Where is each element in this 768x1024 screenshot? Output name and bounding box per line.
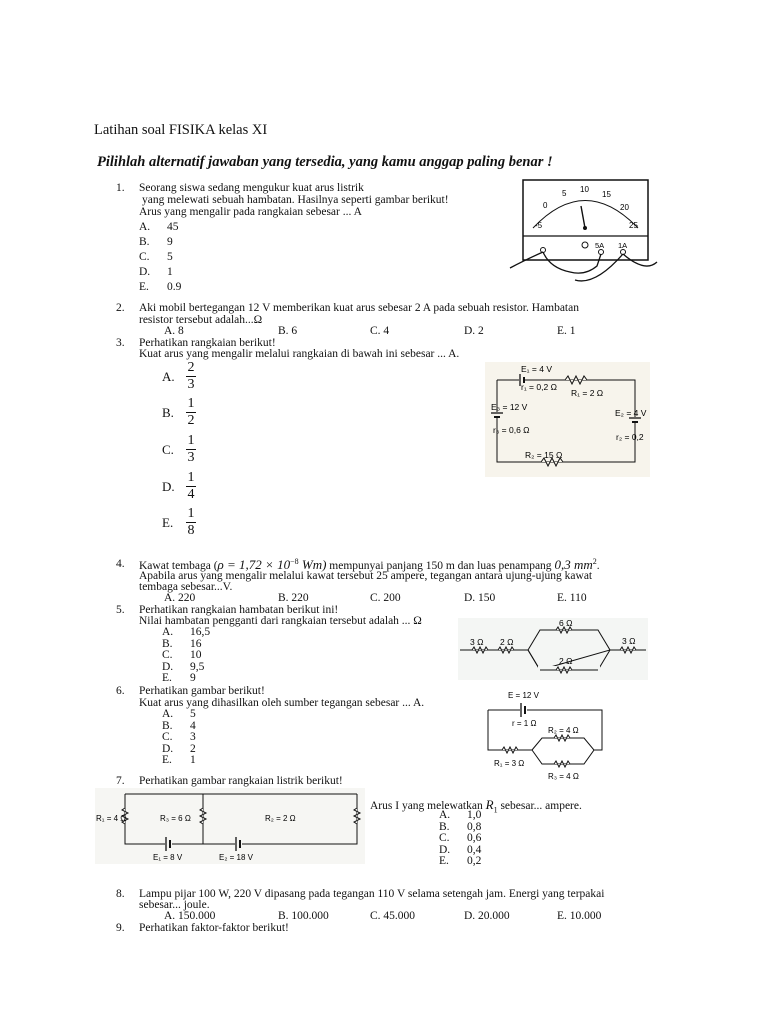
option-letter: C. — [162, 731, 173, 743]
option-text: 1 — [167, 266, 173, 278]
text-segment: Arus I yang melewatkan — [370, 800, 486, 812]
option-letter: A. — [439, 809, 451, 821]
component-label: r₃ = 0,6 Ω — [493, 425, 530, 435]
option-letter: D. — [162, 478, 175, 494]
component-label: R₃ = 4 Ω — [548, 772, 579, 781]
fraction — [186, 506, 196, 539]
option-text: 4 — [190, 719, 196, 732]
question-text: yang melewati sebuah hambatan. Hasilnya seperti gambar berikut! — [142, 194, 449, 206]
option-list — [162, 627, 210, 685]
question-text: Nilai hambatan pengganti dari rangkaian tersebut adalah ... Ω — [139, 615, 422, 627]
question-number: 5. — [116, 604, 125, 616]
option-item[interactable] — [162, 673, 210, 685]
option-text: 0.9 — [167, 281, 182, 293]
option-text: 2 — [190, 742, 196, 755]
fraction — [186, 433, 196, 466]
option-item[interactable] — [162, 627, 210, 639]
component-label: 3 Ω — [470, 637, 484, 647]
option-item[interactable] — [139, 250, 181, 265]
option-list — [439, 810, 481, 868]
option-item[interactable]: A. 220 — [164, 592, 196, 604]
numerator: 1 — [187, 506, 195, 521]
option-item[interactable] — [162, 732, 196, 744]
text-segment: sebesar... ampere. — [497, 800, 582, 812]
option-letter: A. — [162, 708, 174, 720]
component-label: E₂ = 18 V — [219, 853, 254, 862]
option-letter: C. — [139, 251, 150, 263]
option-text: 16,5 — [190, 626, 211, 638]
scale-label: 15 — [602, 190, 611, 199]
option-text: 5 — [167, 251, 173, 263]
option-text: 9 — [190, 672, 196, 684]
option-item[interactable]: C. 200 — [370, 592, 401, 604]
text-segment: mempunyai panjang 150 m dan luas penampang — [326, 559, 555, 572]
option-item[interactable] — [139, 235, 181, 250]
circuit-diagram-q3 — [485, 362, 650, 477]
circuit-wire — [488, 710, 602, 750]
scale-label: -5 — [535, 221, 543, 230]
circuit-wire — [488, 710, 532, 750]
component-label: E₁ = 8 V — [153, 853, 183, 862]
text-segment: Kawat tembaga ( — [139, 559, 218, 572]
option-item[interactable]: D. 2 — [464, 325, 484, 337]
question-number: 6. — [116, 685, 125, 697]
option-text: 16 — [190, 637, 202, 650]
component-label: 6 Ω — [559, 618, 573, 628]
option-item[interactable] — [162, 506, 196, 539]
component-label: r₁ = 0,2 Ω — [521, 382, 557, 392]
denominator: 3 — [187, 377, 195, 392]
option-item[interactable]: B. 100.000 — [278, 910, 329, 922]
option-item[interactable]: B. 220 — [278, 592, 309, 604]
component-label: R₃ = 6 Ω — [160, 814, 191, 823]
option-letter: E. — [139, 281, 149, 293]
circuit-diagram-q5 — [458, 618, 648, 680]
option-item[interactable] — [439, 856, 481, 868]
option-text: 0,2 — [467, 855, 482, 867]
component-label: 2 Ω — [500, 637, 514, 647]
fraction — [186, 470, 196, 503]
component-label: R₁ = 2 Ω — [571, 388, 604, 398]
question-text: Perhatikan rangkaian hambatan berikut ini! — [139, 604, 339, 616]
terminal-label: 5A — [595, 241, 605, 250]
formula: 0,3 mm — [554, 556, 593, 572]
question-text: Perhatikan rangkaian berikut! — [139, 337, 276, 349]
option-item[interactable] — [439, 810, 481, 822]
option-item[interactable] — [162, 360, 196, 393]
option-letter: B. — [162, 404, 174, 420]
option-text: 0,4 — [467, 843, 482, 856]
numerator: 1 — [187, 396, 195, 411]
option-letter: A. — [162, 626, 174, 638]
option-text: 10 — [190, 649, 202, 661]
option-item[interactable]: B. 6 — [278, 325, 298, 337]
resistor-icon — [502, 747, 518, 753]
question-text: Perhatikan faktor-faktor berikut! — [139, 922, 289, 934]
component-label: E₁ = 4 V — [521, 364, 552, 374]
option-letter: A. — [139, 221, 151, 233]
option-letter: E. — [162, 672, 172, 684]
option-text: 9 — [167, 236, 173, 248]
option-item[interactable]: E. 110 — [557, 592, 587, 604]
component-label: E₃ = 12 V — [491, 402, 528, 412]
resistor-icon — [554, 735, 570, 741]
option-letter: B. — [439, 820, 450, 833]
option-letter: D. — [139, 266, 151, 278]
option-letter: C. — [439, 832, 450, 844]
question-text: Arus yang mengalir pada rangkaian sebesar ... A — [139, 206, 362, 218]
scale-label: 20 — [620, 203, 629, 212]
question-number: 4. — [116, 558, 125, 570]
scale-label: 10 — [580, 185, 589, 194]
denominator: 8 — [187, 523, 195, 538]
option-text: 5 — [190, 708, 196, 720]
formula: ρ = 1,72 × 10 — [217, 556, 291, 572]
numerator: 1 — [187, 433, 195, 448]
question-text: Seorang siswa sedang mengukur kuat arus listrik — [139, 182, 364, 194]
component-label: R₁ = 4 Ω — [96, 814, 127, 823]
formula-exponent: −8 — [290, 557, 299, 566]
circuit-diagram-q6 — [480, 688, 610, 784]
option-letter: A. — [162, 368, 175, 384]
formula-unit: Wm) — [298, 556, 327, 572]
option-list — [139, 220, 181, 295]
option-letter: E. — [162, 754, 172, 766]
option-text: 1,0 — [467, 809, 482, 821]
option-item[interactable] — [162, 709, 196, 721]
option-item[interactable] — [139, 280, 181, 295]
option-item[interactable] — [162, 396, 196, 429]
question-text: Lampu pijar 100 W, 220 V dipasang pada tegangan 110 V selama setengah jam. Energi yang terpakai — [139, 888, 605, 900]
denominator: 2 — [187, 413, 195, 428]
formula: R — [485, 797, 494, 812]
component-label: R₂ = 2 Ω — [265, 814, 296, 823]
option-text: 45 — [167, 221, 179, 233]
option-text: 0,6 — [467, 832, 482, 844]
option-item[interactable] — [139, 265, 181, 280]
option-item[interactable]: A. 8 — [164, 325, 184, 337]
question-number: 1. — [116, 182, 125, 194]
question-text: tembaga sebesar...V. — [139, 581, 233, 593]
option-item[interactable] — [439, 833, 481, 845]
fraction — [186, 360, 196, 393]
question-text: Perhatikan gambar rangkaian listrik berikut! — [139, 775, 343, 787]
text-segment: . — [596, 559, 600, 572]
scale-label: 0 — [543, 201, 548, 210]
option-item[interactable] — [139, 220, 181, 235]
option-item[interactable]: E. 10.000 — [557, 910, 602, 922]
ammeter-figure — [505, 178, 665, 290]
question-number: 8. — [116, 888, 125, 900]
page-title: Latihan soal FISIKA kelas XI — [94, 122, 268, 138]
formula-subscript: 1 — [493, 805, 498, 815]
needle-pivot — [583, 226, 587, 230]
question-text: Apabila arus yang mengalir melalui kawat tersebut 25 ampere, tegangan antara ujung-ujung kawat — [139, 570, 593, 582]
option-text: 3 — [190, 731, 196, 743]
numerator: 1 — [187, 470, 195, 485]
question-text: resistor tersebut adalah...Ω — [139, 314, 263, 326]
formula-exponent: 2 — [592, 557, 597, 566]
numerator: 2 — [187, 360, 195, 375]
question-number: 9. — [116, 922, 125, 934]
component-label: r₂ = 0,2 — [616, 432, 644, 442]
question-text: Aki mobil bertegangan 12 V memberikan kuat arus sebesar 2 A pada sebuah resistor. Hambatan — [139, 302, 579, 314]
component-label: R₂ = 4 Ω — [548, 726, 579, 735]
option-letter: D. — [439, 843, 451, 856]
option-item[interactable]: C. 4 — [370, 325, 390, 337]
denominator: 4 — [187, 487, 195, 502]
option-text: 0,8 — [467, 820, 482, 833]
question-number: 7. — [116, 775, 125, 787]
option-letter: B. — [162, 637, 173, 650]
option-letter: B. — [162, 719, 173, 732]
option-letter: D. — [162, 742, 174, 755]
resistor-icon — [554, 761, 570, 767]
option-item[interactable]: C. 45.000 — [370, 910, 416, 922]
circuit-wire — [532, 738, 594, 764]
option-item[interactable]: E. 1 — [557, 325, 576, 337]
component-label: 3 Ω — [622, 636, 636, 646]
option-item[interactable] — [162, 433, 196, 466]
question-text: sebesar... joule. — [139, 899, 210, 911]
question-text: Perhatikan gambar berikut! — [139, 685, 265, 697]
option-text: 9,5 — [190, 660, 205, 673]
option-item[interactable]: D. 150 — [464, 592, 496, 604]
option-item[interactable] — [162, 470, 196, 503]
option-letter: E. — [162, 514, 174, 530]
component-label: R₂ = 15 Ω — [525, 450, 563, 460]
question-text: Kuat arus yang mengalir melalui rangkaian di bawah ini sebesar ... A. — [139, 348, 460, 360]
question-number: 2. — [116, 302, 125, 314]
component-label: 2 Ω — [559, 656, 573, 666]
terminal-label: 1A — [618, 241, 628, 250]
option-letter: D. — [162, 660, 174, 673]
option-item[interactable]: A. 150.000 — [164, 910, 216, 922]
option-item[interactable]: D. 20.000 — [464, 910, 510, 922]
option-letter: C. — [162, 441, 174, 457]
fraction — [186, 396, 196, 429]
denominator: 3 — [187, 450, 195, 465]
question-text: Kuat arus yang dihasilkan oleh sumber tegangan sebesar ... A. — [139, 697, 425, 709]
instruction: Pilihlah alternatif jawaban yang tersedia, yang kamu anggap paling benar ! — [97, 154, 553, 170]
component-label: R₁ = 3 Ω — [494, 759, 525, 768]
option-letter: B. — [139, 236, 150, 248]
component-label: E₂ = 4 V — [615, 408, 647, 418]
component-label: r = 1 Ω — [512, 719, 537, 728]
circuit-diagram-q7 — [95, 788, 365, 864]
option-item[interactable] — [162, 650, 210, 662]
component-label: E = 12 V — [508, 691, 539, 700]
scale-label: 5 — [562, 189, 567, 198]
option-letter: C. — [162, 649, 173, 661]
option-list — [162, 709, 196, 767]
question-number: 3. — [116, 337, 125, 349]
scale-label: 25 — [629, 221, 638, 230]
option-text: 1 — [190, 754, 196, 766]
option-item[interactable] — [162, 755, 196, 767]
option-letter: E. — [439, 855, 449, 867]
